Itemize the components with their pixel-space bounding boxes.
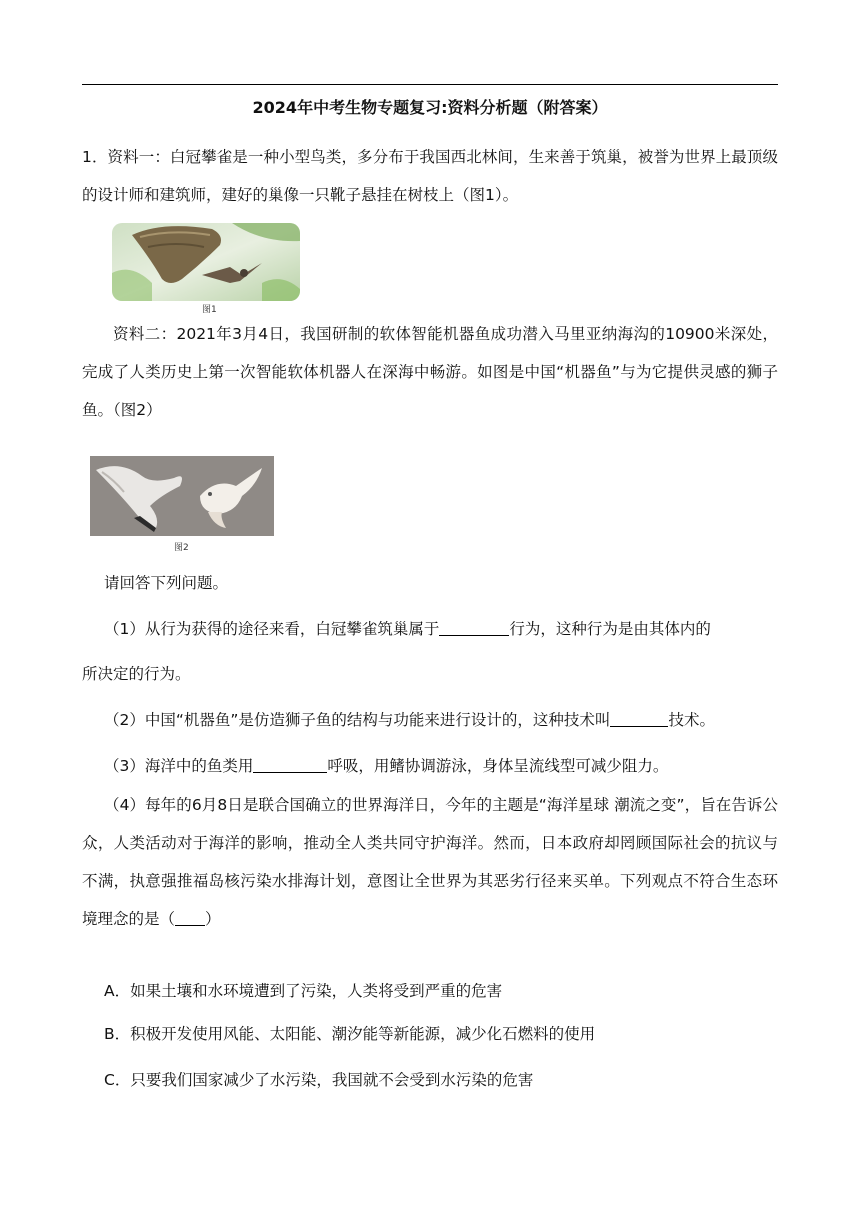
figure-1-nest-image (112, 223, 300, 301)
sub-question-3: （3）海洋中的鱼类用 呼吸，用鳍协调游泳，身体呈流线型可减少阻力。 (104, 757, 669, 775)
answer-blank-3[interactable] (253, 756, 327, 773)
robot-fish-illustration (90, 456, 274, 536)
answer-blank-2[interactable] (610, 710, 668, 727)
figure-2-caption: 图2 (174, 543, 189, 553)
nest-bird-illustration (112, 223, 300, 301)
sub-question-1-cont: 所决定的行为。 (82, 665, 191, 683)
page-title: 2024年中考生物专题复习:资料分析题（附答案） (252, 98, 608, 117)
option-b[interactable]: B．积极开发使用风能、太阳能、潮汐能等新能源，减少化石燃料的使用 (104, 1025, 596, 1043)
option-c[interactable]: C．只要我们国家减少了水污染，我国就不会受到水污染的危害 (104, 1071, 534, 1089)
material-1: 1．资料一：白冠攀雀是一种小型鸟类，多分布于我国西北林间，生来善于筑巢，被誉为世界上最顶级的设计师和建筑师，建好的巢像一只靴子悬挂在树枝上（图1）。 (82, 148, 778, 204)
figure-1-caption: 图1 (202, 305, 217, 315)
answer-blank-4[interactable] (175, 909, 205, 926)
question-prompt: 请回答下列问题。 (104, 574, 229, 592)
sub-question-1: （1）从行为获得的途径来看，白冠攀雀筑巢属于 行为，这种行为是由其体内的 (104, 620, 711, 638)
header-rule (82, 84, 778, 85)
material-2: 资料二：2021年3月4日，我国研制的软体智能机器鱼成功潜入马里亚纳海沟的10900米深处，完成了人类历史上第一次智能软体机器人在深海中畅游。如图是中国“机器鱼”与为它提供灵感的狮子鱼。（图2） (82, 325, 778, 419)
figure-2-robot-fish-image (90, 456, 274, 536)
answer-blank-1[interactable] (439, 619, 509, 636)
option-a[interactable]: A．如果土壤和水环境遭到了污染，人类将受到严重的危害 (104, 982, 503, 1000)
sub-question-2: （2）中国“机器鱼”是仿造狮子鱼的结构与功能来进行设计的，这种技术叫 技术。 (104, 711, 715, 729)
sub-question-4: （4）每年的6月8日是联合国确立的世界海洋日，今年的主题是“海洋星球 潮流之变”，旨在告诉公众，人类活动对于海洋的影响，推动全人类共同守护海洋。然而，日本政府却罔顾国际社会的抗议与不满，执意强推福岛核污染水排海计划，意图让全世界为其恶劣行径来买单。下列观点不符合生态环境理念的是（ ） (82, 796, 778, 928)
